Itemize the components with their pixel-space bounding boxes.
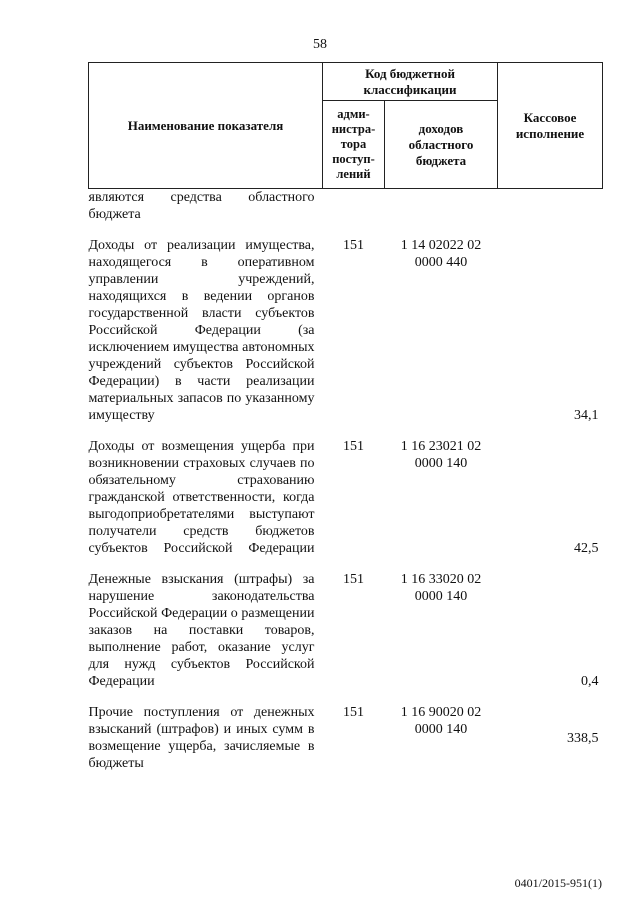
row-admin-code: 151 <box>343 238 364 253</box>
row-cash-value <box>498 189 603 224</box>
document-id: 0401/2015-951(1) <box>514 876 602 890</box>
page-number: 58 <box>313 37 327 52</box>
row-admin-code: 151 <box>343 705 364 720</box>
row-revenue-code: 1 16 90020 02 0000 140 <box>400 705 482 737</box>
row-admin-code <box>323 189 385 224</box>
header-regional-revenue: доходов областного бюджета <box>385 101 498 189</box>
table-row <box>89 237 603 424</box>
table-header <box>89 63 603 189</box>
header-indicator-name: Наименование показателя <box>89 63 323 189</box>
budget-table <box>88 62 603 772</box>
table-body <box>89 189 603 773</box>
row-revenue-code: 1 14 02022 02 0000 440 <box>400 238 482 270</box>
table-row <box>89 571 603 690</box>
row-admin-code: 151 <box>343 572 364 587</box>
row-revenue-code: 1 16 33020 02 0000 140 <box>400 572 482 604</box>
table-row <box>89 438 603 557</box>
row-name: являются средства областного бюджета <box>88 190 315 222</box>
row-name: Доходы от реализации имущества, находящегося в оперативном управлении учреждений, находящихся в ведении органов государственной власти субъектов Российской Федерации (за исключением имущества автономных учреждений субъектов Российской Федерации) в части реализации материальных запасов по указанному имуществу <box>88 238 315 423</box>
table-row <box>89 189 603 224</box>
row-admin-code: 151 <box>343 439 364 454</box>
row-revenue-code: 1 16 23021 02 0000 140 <box>400 439 482 471</box>
header-cash-execution: Кассовое исполнение <box>498 63 603 189</box>
table-row <box>89 704 603 772</box>
row-revenue-code <box>385 189 498 224</box>
row-cash-value: 338,5 <box>567 730 599 746</box>
row-name: Прочие поступления от денежных взысканий (штрафов) и иных сумм в возмещение ущерба, зачисляемые в бюджеты <box>88 705 315 771</box>
row-name: Доходы от возмещения ущерба при возникновении страховых случаев по обязательному страхованию гражданской ответственности, когда выгодоприобретателями выступают получатели средств бюджетов субъектов Российской Федерации <box>88 439 315 556</box>
header-administrator: адми-нистра-тора поступ-лений <box>323 101 385 189</box>
header-budget-code: Код бюджетной классификации <box>323 63 498 101</box>
row-cash-value: 42,5 <box>574 541 599 556</box>
row-cash-value: 34,1 <box>574 408 599 423</box>
row-name: Денежные взыскания (штрафы) за нарушение законодательства Российской Федерации о размещении заказов на поставки товаров, выполнение работ, оказание услуг для нужд субъектов Российской Федерации <box>88 572 315 689</box>
row-cash-value: 0,4 <box>581 674 599 689</box>
